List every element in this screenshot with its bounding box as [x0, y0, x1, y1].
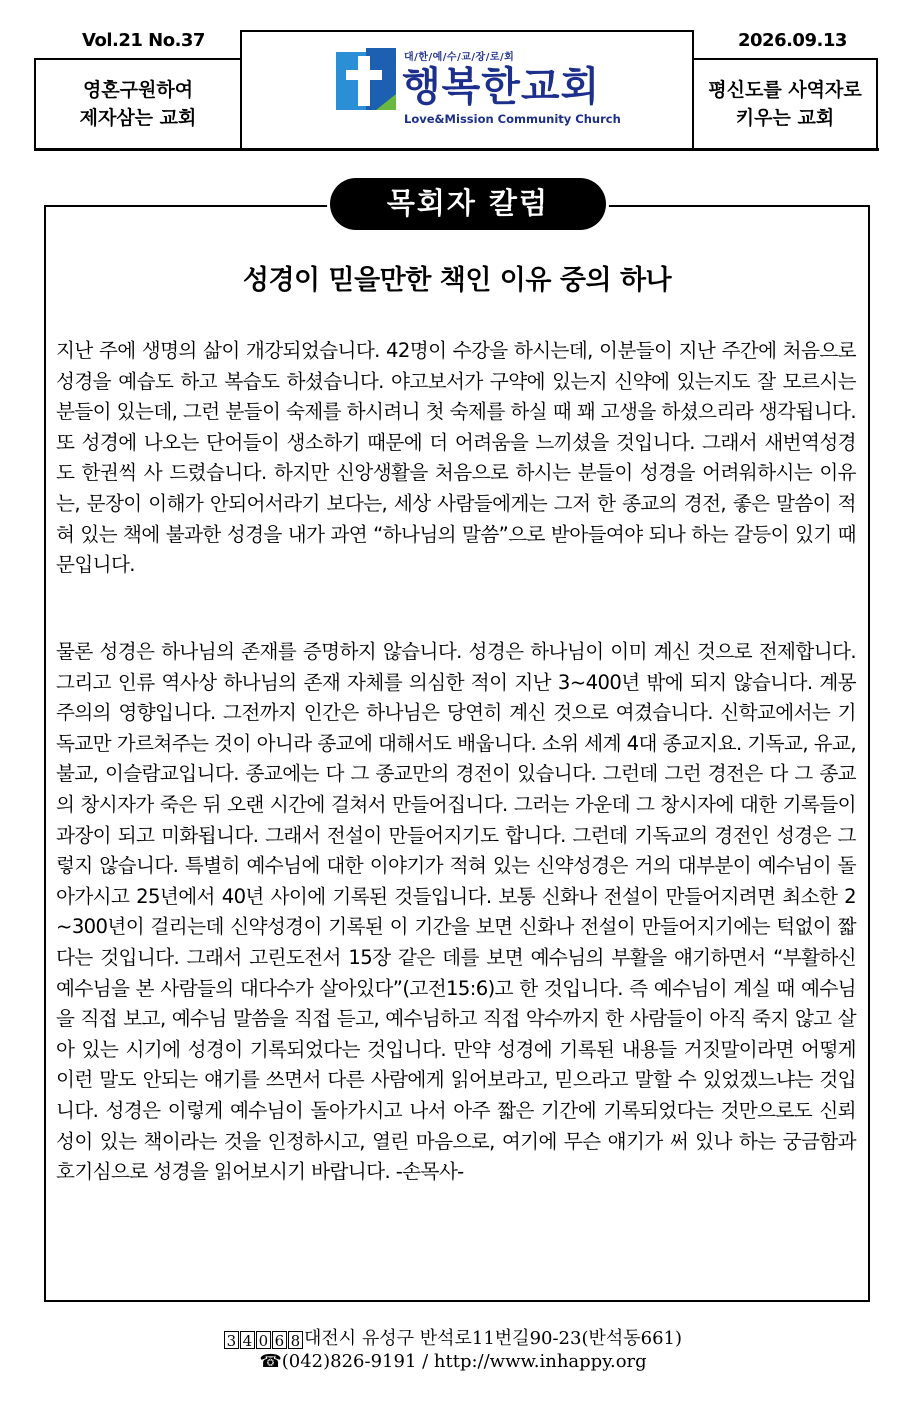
zip-code: [224, 1328, 304, 1349]
zip-digit: 3: [224, 1331, 239, 1349]
column-badge: 목회자 칼럼: [330, 178, 606, 230]
column-paragraph-1: 지난 주에 생명의 삶이 개강되었습니다. 42명이 수강을 하시는데, 이분들이 지난 주간에 처음으로 성경을 예습도 하고 복습도 하셨습니다. 야고보서가 구약에 있는지 신약에 있는지도 잘 모르시는 분들이 있는데, 그런 분들이 숙제를 하시려니 첫 숙제를 하실 때 꽤 고생을 하셨으리라 생각됩니다. 또 성경에 나오는 단어들이 생소하기 때문에 더 어려움을 느끼셨을 것입니다. 그래서 새번역성경도 한권씩 사 드렸습니다. 하지만 신앙생활을 처음으로 하시는 분들이 성경을 어려워하시는 이유는, 문장이 이해가 안되어서라기 보다는, 세상 사람들에게는 그저 한 종교의 경전, 좋은 말씀이 적혀 있는 책에 불과한 성경을 내가 과연 “하나님의 말씀”으로 받아들여야 되나 하는 갈등이 있기 때문입니다.: [56, 339, 856, 577]
contact-line: [0, 1351, 906, 1372]
right-motto-box: [692, 58, 878, 150]
phone-icon: ☎: [259, 1351, 282, 1372]
denomination-label: 대/한/예/수/교/장/로/회: [404, 52, 515, 63]
left-motto: [36, 76, 240, 132]
left-motto-line-2: 제자삼는 교회: [79, 107, 197, 129]
header-rule: [34, 148, 879, 151]
right-motto: [694, 76, 876, 132]
address-line: [0, 1324, 906, 1350]
column-paragraph-2: 물론 성경은 하나님의 존재를 증명하지 않습니다. 성경은 하나님이 이미 계신 것으로 전제합니다. 그리고 인류 역사상 하나님의 존재 자체를 의심한 적이 지난 3~400년 밖에 되지 않습니다. 계몽주의의 영향입니다. 그전까지 인간은 하나님은 당연히 계신 것으로 여겼습니다. 신학교에서는 기독교만 가르쳐주는 것이 아니라 종교에 대해서도 배웁니다. 소위 세계 4대 종교지요. 기독교, 유교, 불교, 이슬람교입니다. 종교에는 다 그 종교만의 경전이 있습니다. 그런데 그런 경전은 다 그 종교의 창시자가 죽은 뒤 오랜 시간에 걸쳐서 만들어집니다. 그러는 가운데 그 창시자에 대한 기록들이 과장이 되고 미화됩니다. 그래서 전설이 만들어지기도 합니다. 그런데 기독교의 경전인 성경은 그렇지 않습니다. 특별히 예수님에 대한 이야기가 적혀 있는 신약성경은 거의 대부분이 예수님이 돌아가시고 25년에서 40년 사이에 기록된 것들입니다. 보통 신화나 전설이 만들어지려면 최소한 2~300년이 걸리는데 신약성경이 기록된 이 기간을 보면 신화나 전설이 만들어지기에는 턱없이 짧다는 것입니다. 그래서 고린도전서 15장 같은 데를 보면 예수님의 부활을 얘기하면서 “부활하신 예수님을 본 사람들의 대다수가 살아있다”(고전15:6)고 한 것입니다. 즉 예수님이 계실 때 예수님을 직접 보고, 예수님 말씀을 직접 듣고, 예수님하고 직접 악수까지 한 사람들이 아직 죽지 않고 살아 있는 시기에 성경이 기록되었다는 것입니다. 만약 성경에 기록된 내용들 거짓말이라면 어떻게 이런 말도 안되는 얘기를 쓰면서 다른 사람에게 읽어보라고, 믿으라고 말할 수 있었겠느냐는 것입니다. 성경은 이렇게 예수님이 돌아가시고 나서 아주 짧은 기간에 기록되었다는 것만으로도 신뢰성이 있는 책이라는 것을 인정하시고, 열린 마음으로, 여기에 무슨 얘기가 써 있나 하는 궁금함과 호기심으로 성경을 읽어보시기 바랍니다. -손목사-: [56, 640, 856, 1184]
zip-digit: 8: [288, 1331, 303, 1349]
volume-number: Vol.21 No.37: [82, 30, 205, 51]
zip-digit: 4: [240, 1331, 255, 1349]
zip-digit: 0: [256, 1331, 271, 1349]
column-title: 성경이 믿을만한 책인 이유 중의 하나: [242, 265, 672, 296]
contact-text: (042)826-9191 / http://www.inhappy.org: [281, 1351, 647, 1372]
issue-date: 2026.09.13: [738, 30, 847, 51]
church-name: 행복한교회: [402, 64, 601, 110]
right-motto-line-2: 키우는 교회: [735, 107, 835, 129]
right-motto-line-1: 평신도를 사역자로: [708, 79, 862, 101]
cross-logo-icon: [336, 48, 396, 112]
address-text: 대전시 유성구 반석로11번길90-23(반석동661): [303, 1328, 683, 1349]
church-logo-box: [240, 30, 694, 150]
left-motto-line-1: 영혼구원하여: [82, 79, 194, 101]
zip-digit: 6: [272, 1331, 287, 1349]
left-motto-box: [34, 58, 242, 150]
church-english-name: Love&Mission Community Church: [404, 112, 621, 126]
